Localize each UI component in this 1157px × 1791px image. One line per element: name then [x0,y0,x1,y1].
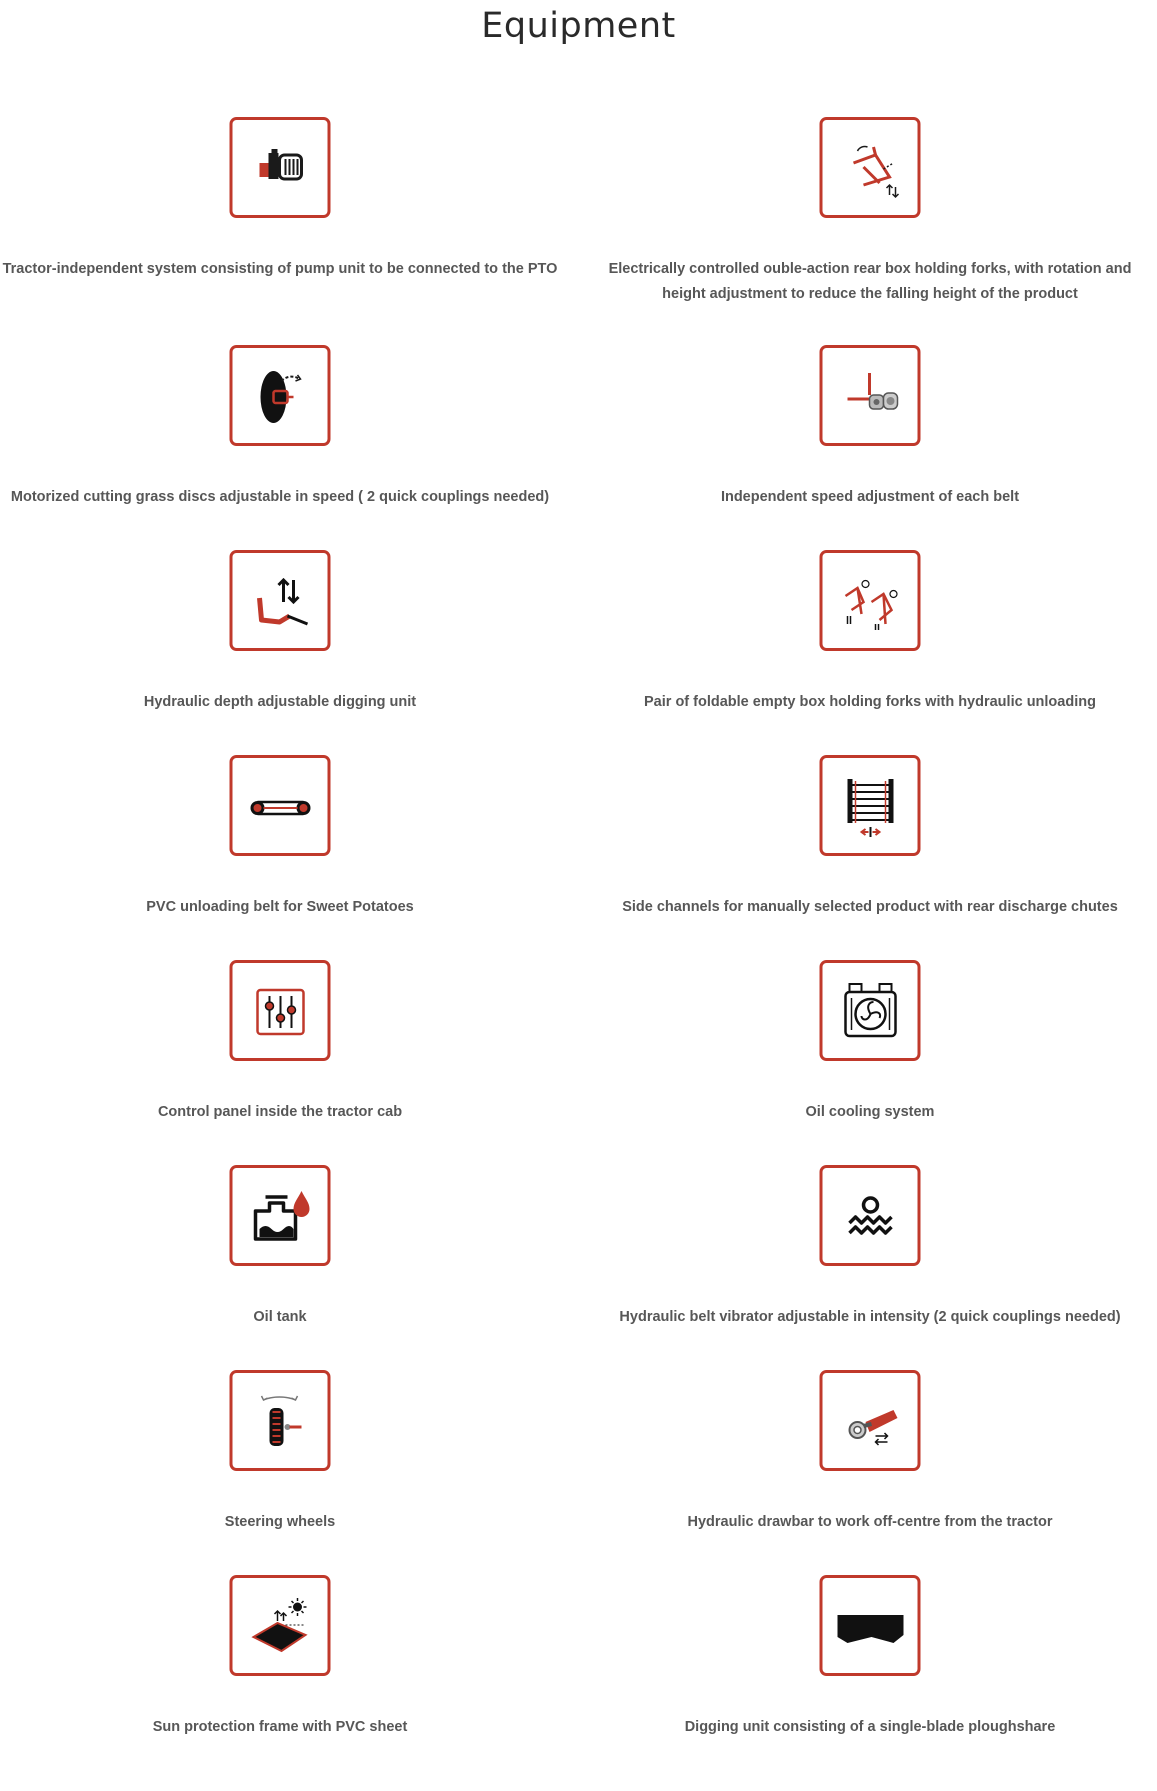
item-label: Hydraulic drawbar to work off-centre from the tractor [687,1514,1053,1530]
item-label: Control panel inside the tractor cab [157,1104,403,1120]
oil-cooler-icon[interactable] [820,960,921,1061]
equipment-item [590,1370,1150,1560]
page-title: Equipment [481,6,676,46]
item-label: Steering wheels [224,1514,336,1530]
item-label: PVC unloading belt for Sweet Potatoes [146,899,414,915]
side-channels-icon[interactable] [820,755,921,856]
equipment-item [0,1165,560,1355]
equipment-item [0,755,560,945]
rear-box-forks-icon[interactable] [820,117,921,218]
item-label: Side channels for manually selected product with rear discharge chutes [622,899,1118,915]
item-label: Hydraulic belt vibrator adjustable in intensity (2 quick couplings needed) [619,1309,1121,1325]
equipment-item [0,345,560,535]
equipment-item [590,345,1150,535]
equipment-item [590,550,1150,740]
equipment-item [0,960,560,1150]
equipment-item [590,1165,1150,1355]
pto-pump-icon[interactable] [230,117,331,218]
item-label: Hydraulic depth adjustable digging unit [143,694,417,710]
item-label: Oil cooling system [805,1104,935,1120]
equipment-item [590,1575,1150,1765]
item-label: Electrically controlled ouble-action rear box holding forks, with rotation and height adjustment to reduce the falling height of the product [608,261,1132,302]
equipment-item [0,117,560,307]
steering-wheel-icon[interactable] [230,1370,331,1471]
item-label: Digging unit consisting of a single-blade ploughshare [684,1719,1056,1735]
belt-speed-valve-icon[interactable] [820,345,921,446]
item-label: Oil tank [253,1309,307,1325]
equipment-item [590,960,1150,1150]
equipment-item [0,1575,560,1765]
belt-vibrator-icon[interactable] [820,1165,921,1266]
oil-tank-icon[interactable] [230,1165,331,1266]
control-panel-icon[interactable] [230,960,331,1061]
item-label: Pair of foldable empty box holding forks with hydraulic unloading [644,694,1096,710]
equipment-item [0,550,560,740]
equipment-item [0,1370,560,1560]
item-label: Tractor-independent system consisting of pump unit to be connected to the PTO [2,261,558,277]
sun-protection-icon[interactable] [230,1575,331,1676]
cutting-disc-icon[interactable] [230,345,331,446]
equipment-item [590,117,1150,307]
unloading-belt-icon[interactable] [230,755,331,856]
foldable-forks-icon[interactable] [820,550,921,651]
digging-depth-icon[interactable] [230,550,331,651]
equipment-item [590,755,1150,945]
item-label: Motorized cutting grass discs adjustable in speed ( 2 quick couplings needed) [10,489,550,505]
ploughshare-icon[interactable] [820,1575,921,1676]
item-label: Independent speed adjustment of each belt [720,489,1020,505]
item-label: Sun protection frame with PVC sheet [152,1719,408,1735]
drawbar-icon[interactable] [820,1370,921,1471]
